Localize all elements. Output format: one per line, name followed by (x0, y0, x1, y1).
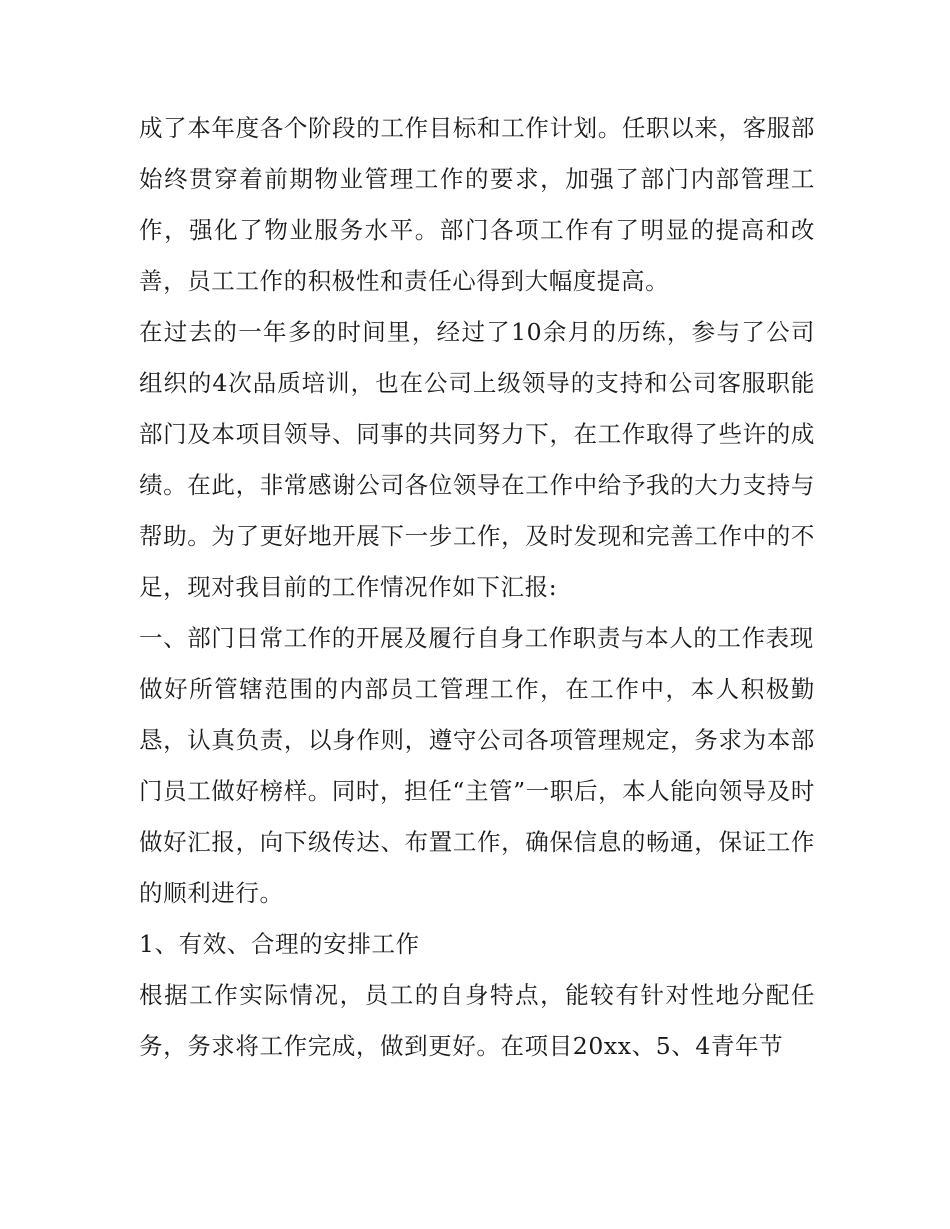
document-body (139, 103, 815, 1072)
paragraph-intro: 成了本年度各个阶段的工作目标和工作计划。任职以来，客服部始终贯穿着前期物业管理工作的要求，加强了部门内部管理工作，强化了物业服务水平。部门各项工作有了明显的提高和改善，员工工作的积极性和责任心得到大幅度提高。 (139, 114, 815, 295)
paragraph-review: 在过去的一年多的时间里，经过了10余月的历练，参与了公司组织的4次品质培训，也在公司上级领导的支持和公司客服职能部门及本项目领导、同事的共同努力下，在工作取得了些许的成绩。在此，非常感谢公司各位领导在工作中给予我的大力支持与帮助。为了更好地开展下一步工作，及时发现和完善工作中的不足，现对我目前的工作情况作如下汇报: (139, 318, 815, 601)
subheading-arrange-work: 1、有效、合理的安排工作 (139, 930, 420, 958)
paragraph-staff-management: 做好所管辖范围的内部员工管理工作，在工作中，本人积极勤恳，认真负责，以身作则，遵守公司各项管理规定，务求为本部门员工做好榜样。同时，担任“主管”一职后，本人能向领导及时做好汇报，向下级传达、布置工作，确保信息的畅通，保证工作的顺利进行。 (139, 675, 815, 907)
paragraph-task-assignment: 根据工作实际情况，员工的自身特点，能较有针对性地分配任务，务求将工作完成，做到更好。在项目20xx、5、4青年节 (139, 981, 815, 1060)
section-heading-daily-work: 一、部门日常工作的开展及履行自身工作职责与本人的工作表现 (139, 624, 814, 652)
